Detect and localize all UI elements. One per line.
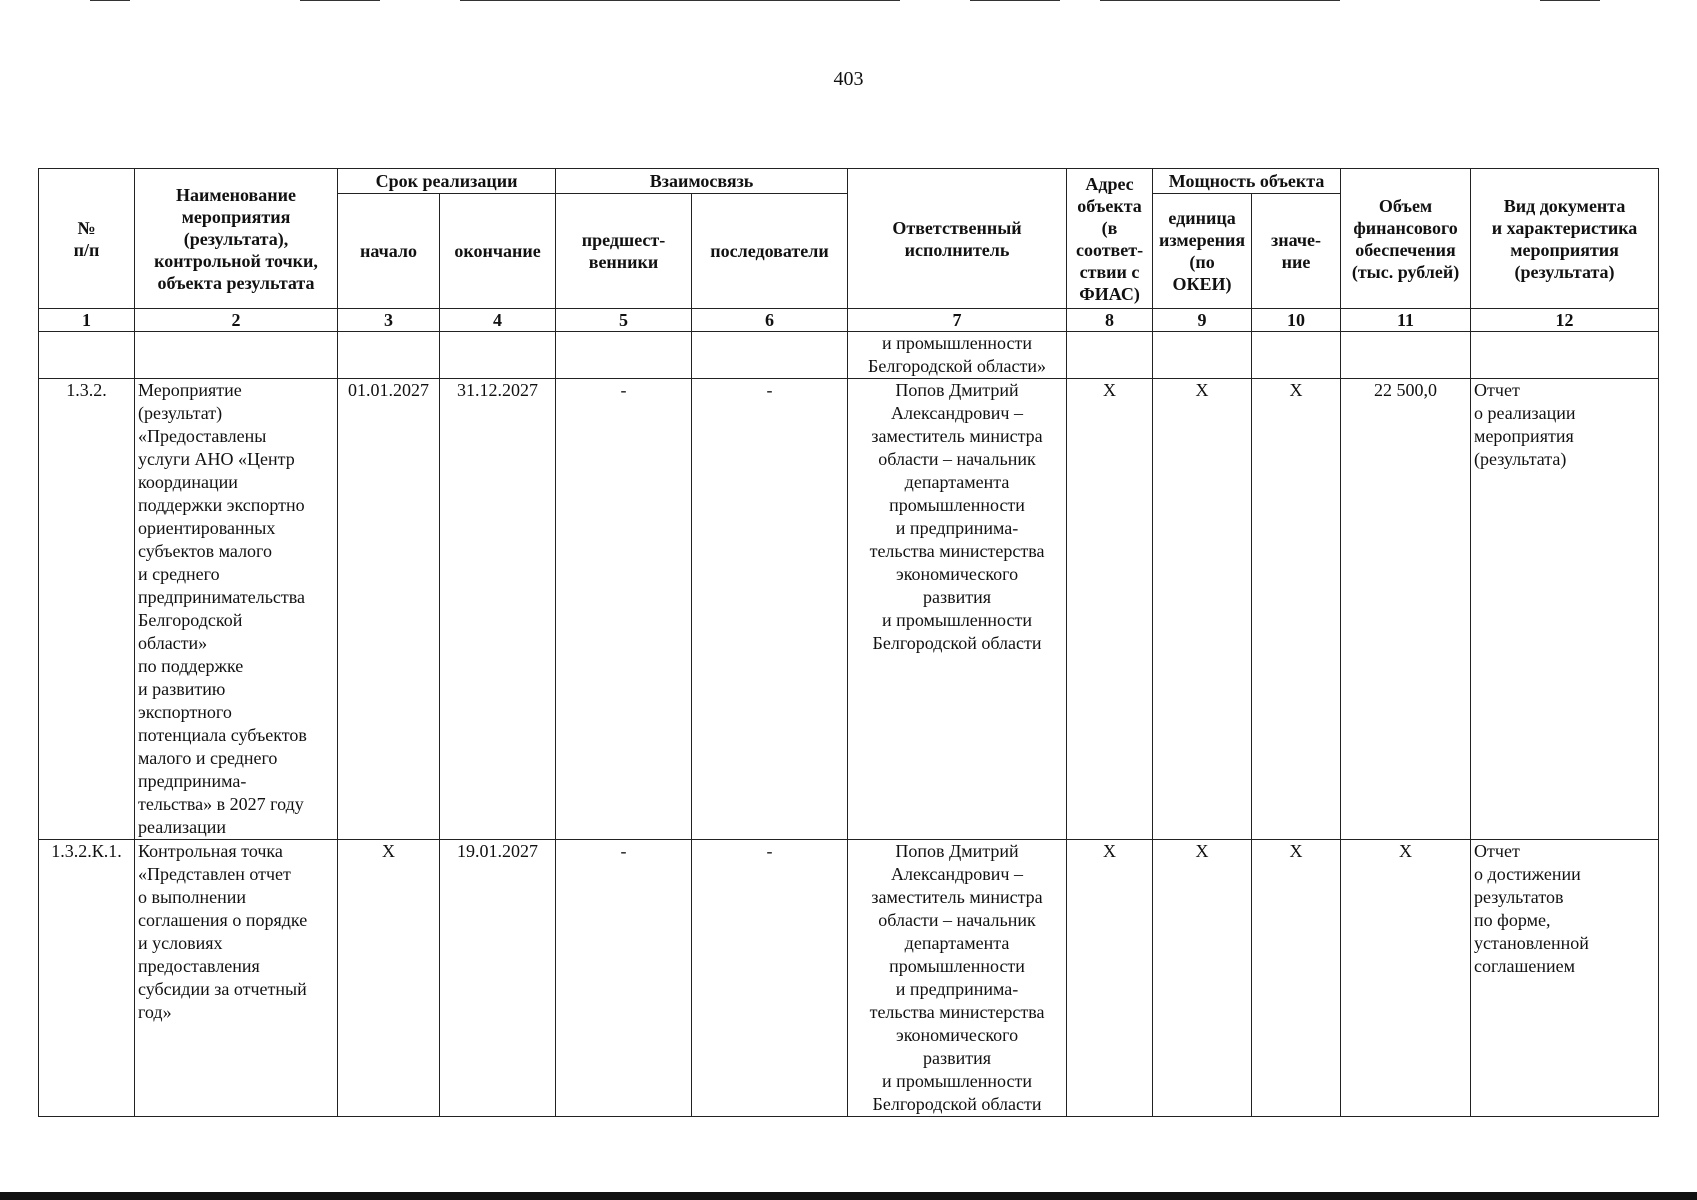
cell-empty (1471, 332, 1659, 379)
activities-table (38, 168, 1659, 1117)
header-executor: Ответственный исполнитель (848, 169, 1067, 309)
bottom-scan-bar (0, 1192, 1697, 1200)
cell-predecessors: - (556, 379, 692, 840)
cell-empty (1067, 332, 1153, 379)
column-number-3: 3 (338, 309, 440, 332)
header-name: Наименование мероприятия (результата), контрольной точки, объекта результата (135, 169, 338, 309)
cell-doc: Отчет о достижении результатов по форме, установленной соглашением (1471, 840, 1659, 1117)
cell-executor: Попов Дмитрий Александрович – заместитель министра области – начальник департамента промышленности и предпринима- тельства министерства экономического развития и промышленности Белгородской области (848, 840, 1067, 1117)
cell-start: 01.01.2027 (338, 379, 440, 840)
column-number-7: 7 (848, 309, 1067, 332)
header-unit: единица измерения (по ОКЕИ) (1153, 194, 1252, 309)
column-number-4: 4 (440, 309, 556, 332)
header-term-group: Срок реализации (338, 169, 556, 194)
table-row (39, 379, 1659, 840)
cell-end: 31.12.2027 (440, 379, 556, 840)
column-number-8: 8 (1067, 309, 1153, 332)
cell-address: X (1067, 840, 1153, 1117)
cell-empty (692, 332, 848, 379)
cell-name: Мероприятие (результат) «Предоставлены услуги АНО «Центр координации поддержки экспортно ориентированных субъектов малого и среднего предпринимательства Белгородской области» по поддержке и развитию экспортного потенциала субъектов малого и среднего предпринима- тельства» в 2027 году реализации (135, 379, 338, 840)
cell-num: 1.3.2. (39, 379, 135, 840)
continuation-row (39, 332, 1659, 379)
cell-address: X (1067, 379, 1153, 840)
header-finance: Объем финансового обеспечения (тыс. рублей) (1341, 169, 1471, 309)
cell-predecessors: - (556, 840, 692, 1117)
cell-executor: Попов Дмитрий Александрович – заместитель министра области – начальник департамента промышленности и предпринима- тельства министерства экономического развития и промышленности Белгородской области (848, 379, 1067, 840)
column-number-9: 9 (1153, 309, 1252, 332)
cell-value: X (1252, 379, 1341, 840)
cell-unit: X (1153, 840, 1252, 1117)
column-number-10: 10 (1252, 309, 1341, 332)
column-number-11: 11 (1341, 309, 1471, 332)
cell-empty (1341, 332, 1471, 379)
cell-executor: и промышленности Белгородской области» (848, 332, 1067, 379)
header-end: окончание (440, 194, 556, 309)
cell-followers: - (692, 379, 848, 840)
cell-empty (1252, 332, 1341, 379)
header-predecessors: предшест- венники (556, 194, 692, 309)
header-start: начало (338, 194, 440, 309)
column-number-5: 5 (556, 309, 692, 332)
cell-doc: Отчет о реализации мероприятия (результата) (1471, 379, 1659, 840)
header-value: значе- ние (1252, 194, 1341, 309)
header-link-group: Взаимосвязь (556, 169, 848, 194)
page-number: 403 (833, 68, 864, 90)
cell-empty (440, 332, 556, 379)
cell-value: X (1252, 840, 1341, 1117)
cell-empty (1153, 332, 1252, 379)
cell-empty (39, 332, 135, 379)
column-number-1: 1 (39, 309, 135, 332)
header-capacity-group: Мощность объекта (1153, 169, 1341, 194)
cell-finance: X (1341, 840, 1471, 1117)
column-number-12: 12 (1471, 309, 1659, 332)
column-number-2: 2 (135, 309, 338, 332)
cell-finance: 22 500,0 (1341, 379, 1471, 840)
header-address: Адрес объекта (в соответ- ствии с ФИАС) (1067, 169, 1153, 309)
cell-empty (556, 332, 692, 379)
cell-name: Контрольная точка «Представлен отчет о выполнении соглашения о порядке и условиях предоставления субсидии за отчетный год» (135, 840, 338, 1117)
cell-unit: X (1153, 379, 1252, 840)
cell-end: 19.01.2027 (440, 840, 556, 1117)
header-doc: Вид документа и характеристика мероприятия (результата) (1471, 169, 1659, 309)
cell-followers: - (692, 840, 848, 1117)
cell-start: X (338, 840, 440, 1117)
column-number-6: 6 (692, 309, 848, 332)
header-num: № п/п (39, 169, 135, 309)
top-scan-line (0, 0, 1697, 2)
table-row (39, 840, 1659, 1117)
cell-num: 1.3.2.К.1. (39, 840, 135, 1117)
cell-empty (338, 332, 440, 379)
header-followers: последователи (692, 194, 848, 309)
cell-empty (135, 332, 338, 379)
